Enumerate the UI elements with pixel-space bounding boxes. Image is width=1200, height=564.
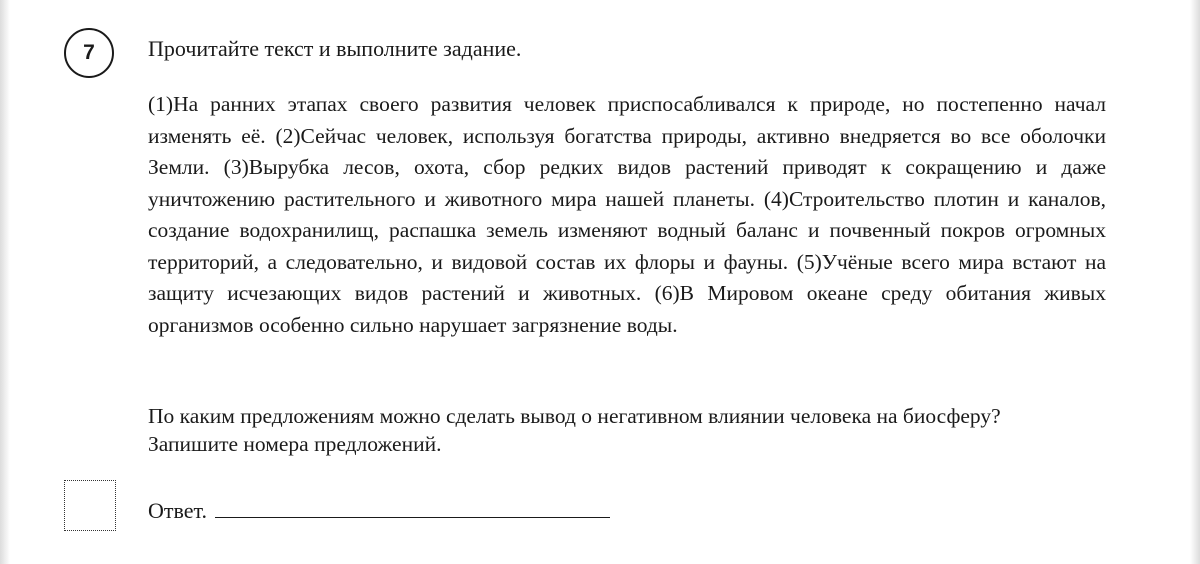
question-line-2: Запишите номера предложений. [148,432,442,456]
task-number-badge [64,28,114,78]
page-edge-right [1190,0,1200,564]
task-instruction: Прочитайте текст и выполните задание. [148,36,522,61]
page-edge-left [0,0,10,564]
task-number: 7 [83,41,95,64]
answer-label: Ответ. [148,498,207,523]
reading-passage: (1)На ранних этапах своего развития человек приспосабливался к природе, но постепенно начал изменять её. (2)Сейчас человек, используя богатства природы, активно внедряется во все оболочки Земли. (3)Вырубка лесов, охота, сбор редких видов растений приводят к сокращению и даже уничтожению растительного и животного мира нашей планеты. (4)Строительство плотин и каналов, создание водохранилищ, распашка земель изменяют водный баланс и почвенный покров огромных территорий, а следовательно, и видовой состав их флоры и фауны. (5)Учёные всего мира встают на защиту исчезающих видов растений и животных. (6)В Мировом океане среду обитания живых организмов особенно сильно нарушает загрязнение воды. [148,92,1106,337]
task-question [148,402,1113,458]
answer-line-field[interactable] [215,493,610,518]
question-line-1: По каким предложениям можно сделать вывод о негативном влиянии человека на биосферу? [148,404,1001,428]
answer-code-box[interactable] [64,480,116,531]
answer-row [148,493,610,524]
